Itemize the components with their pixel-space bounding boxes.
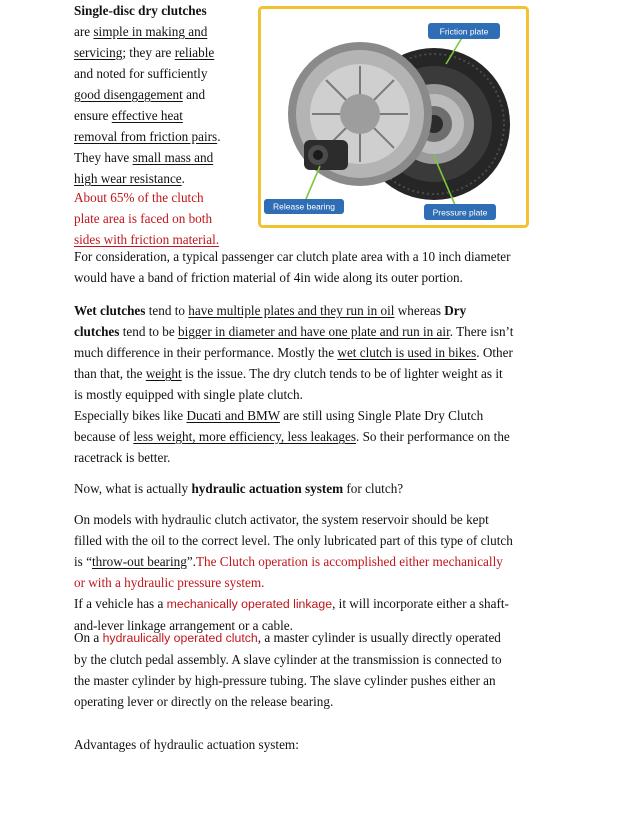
text: , a master cylinder is usually directly operated <box>257 630 501 645</box>
red-text: mechanically operated linkage <box>166 597 333 611</box>
bold-text: Wet clutches <box>74 303 146 318</box>
red-text: The Clutch operation is accomplished either mechanically <box>195 554 503 569</box>
text: and <box>182 87 206 102</box>
intro-line-8 <box>74 168 264 189</box>
hydraulic-line-3: the master cylinder by high-pressure tubing. The slave cylinder pushes either an <box>74 673 496 688</box>
question-paragraph <box>74 478 574 499</box>
underlined-text: weight <box>145 366 182 381</box>
hydraulic-line-4: operating lever or directly on the release bearing. <box>74 694 334 709</box>
text: whereas <box>394 303 445 318</box>
wet-line-3 <box>74 342 574 363</box>
release-bearing-icon <box>304 140 348 170</box>
area-note-line-1: About 65% of the clutch <box>74 190 204 205</box>
text: because of <box>74 429 134 444</box>
svg-text:Pressure plate: Pressure plate <box>432 207 488 218</box>
label-friction-plate <box>428 23 500 39</box>
underlined-text: servicing <box>74 45 123 60</box>
models-line-4: or with a hydraulic pressure system. <box>74 575 265 590</box>
intro-line-3: and noted for sufficiently <box>74 66 208 81</box>
underlined-text: have multiple plates and they run in oil <box>188 303 395 318</box>
area-note <box>74 187 274 250</box>
intro-paragraph <box>74 0 264 189</box>
wet-line-6 <box>74 405 574 426</box>
text: ; they are <box>122 45 175 60</box>
text: are still using Single Plate Dry Clutch <box>279 408 484 423</box>
underlined-text: throw-out bearing <box>91 554 187 569</box>
label-pressure-plate <box>424 204 496 220</box>
underlined-text: Ducati and BMW <box>186 408 280 423</box>
svg-text:Release bearing: Release bearing <box>273 201 335 212</box>
text: than that, the <box>74 366 146 381</box>
intro-line-2 <box>74 42 264 63</box>
text: . <box>181 171 185 186</box>
consideration-line-2: would have a band of friction material of 4in wide along its outer portion. <box>74 270 463 285</box>
underlined-text: reliable <box>174 45 215 60</box>
intro-title: Single-disc dry clutches <box>74 3 207 18</box>
underlined-text: effective heat <box>111 108 183 123</box>
text: much difference in their performance. Mostly the <box>74 345 338 360</box>
text: tend to be <box>119 324 179 339</box>
text: . Other <box>476 345 513 360</box>
models-line-1: On models with hydraulic clutch activator, the system reservoir should be kept <box>74 512 489 527</box>
label-release-bearing <box>264 199 344 214</box>
models-line-5 <box>74 593 574 615</box>
text: . So their performance on the <box>355 429 510 444</box>
text: ensure <box>74 108 112 123</box>
clutch-figure <box>258 6 529 228</box>
area-note-line-2: plate area is faced on both <box>74 211 213 226</box>
svg-text:Friction plate: Friction plate <box>439 26 489 37</box>
underlined-text: less weight, more efficiency, less leakages <box>133 429 356 444</box>
underlined-text: removal from friction pairs <box>74 129 218 144</box>
intro-line-4 <box>74 84 264 105</box>
consideration-line-1: For consideration, a typical passenger car clutch plate area with a 10 inch diameter <box>74 249 511 264</box>
underlined-text: wet clutch is used in bikes <box>337 345 477 360</box>
hydraulic-paragraph <box>74 627 574 712</box>
bold-text: Dry <box>444 303 467 318</box>
text: are <box>74 24 94 39</box>
bold-text: hydraulic actuation system <box>191 481 344 496</box>
models-paragraph <box>74 509 574 636</box>
wet-line-8: racetrack is better. <box>74 450 171 465</box>
text: ”. <box>186 554 196 569</box>
wet-line-7 <box>74 426 574 447</box>
underlined-text: small mass and <box>132 150 214 165</box>
text: If a vehicle has a <box>74 596 167 611</box>
consideration-paragraph <box>74 246 574 288</box>
red-text: hydraulically operated clutch <box>102 631 258 645</box>
models-line-6: and-lever linkage arrangement or a cable. <box>74 618 293 633</box>
intro-line-6 <box>74 126 264 147</box>
text: They have <box>74 150 133 165</box>
intro-line-5 <box>74 105 264 126</box>
intro-line-1 <box>74 21 264 42</box>
wet-line-1 <box>74 300 574 321</box>
text: On a <box>74 630 103 645</box>
wet-line-4 <box>74 363 574 384</box>
underlined-text: good disengagement <box>74 87 183 102</box>
models-line-2: filled with the oil to the correct level. The only lubricated part of this type of clutch <box>74 533 513 548</box>
text: . There isn’t <box>449 324 514 339</box>
text: Now, what is actually <box>74 481 192 496</box>
text: for clutch? <box>343 481 404 496</box>
wet-clutches-paragraph <box>74 300 574 468</box>
text: is the issue. The dry clutch tends to be of lighter weight as it <box>181 366 503 381</box>
text: , it will incorporate either a shaft- <box>332 596 509 611</box>
advantages-heading: Advantages of hydraulic actuation system: <box>74 737 299 752</box>
underlined-text: high wear resistance <box>74 171 182 186</box>
wet-line-2 <box>74 321 574 342</box>
underlined-text: simple in making and <box>93 24 208 39</box>
text: Especially bikes like <box>74 408 187 423</box>
hydraulic-line-2: by the clutch pedal assembly. A slave cylinder at the transmission is connected to <box>74 652 502 667</box>
text: is “ <box>74 554 92 569</box>
bold-text: clutches <box>74 324 120 339</box>
text: tend to <box>145 303 189 318</box>
text: . <box>217 129 221 144</box>
hydraulic-line-1 <box>74 627 574 649</box>
intro-line-7 <box>74 147 264 168</box>
models-line-3 <box>74 551 574 572</box>
area-note-line-3: sides with friction material. <box>74 232 220 247</box>
wet-line-5: is mostly equipped with single plate clutch. <box>74 387 303 402</box>
underlined-text: bigger in diameter and have one plate and run in air <box>178 324 450 339</box>
